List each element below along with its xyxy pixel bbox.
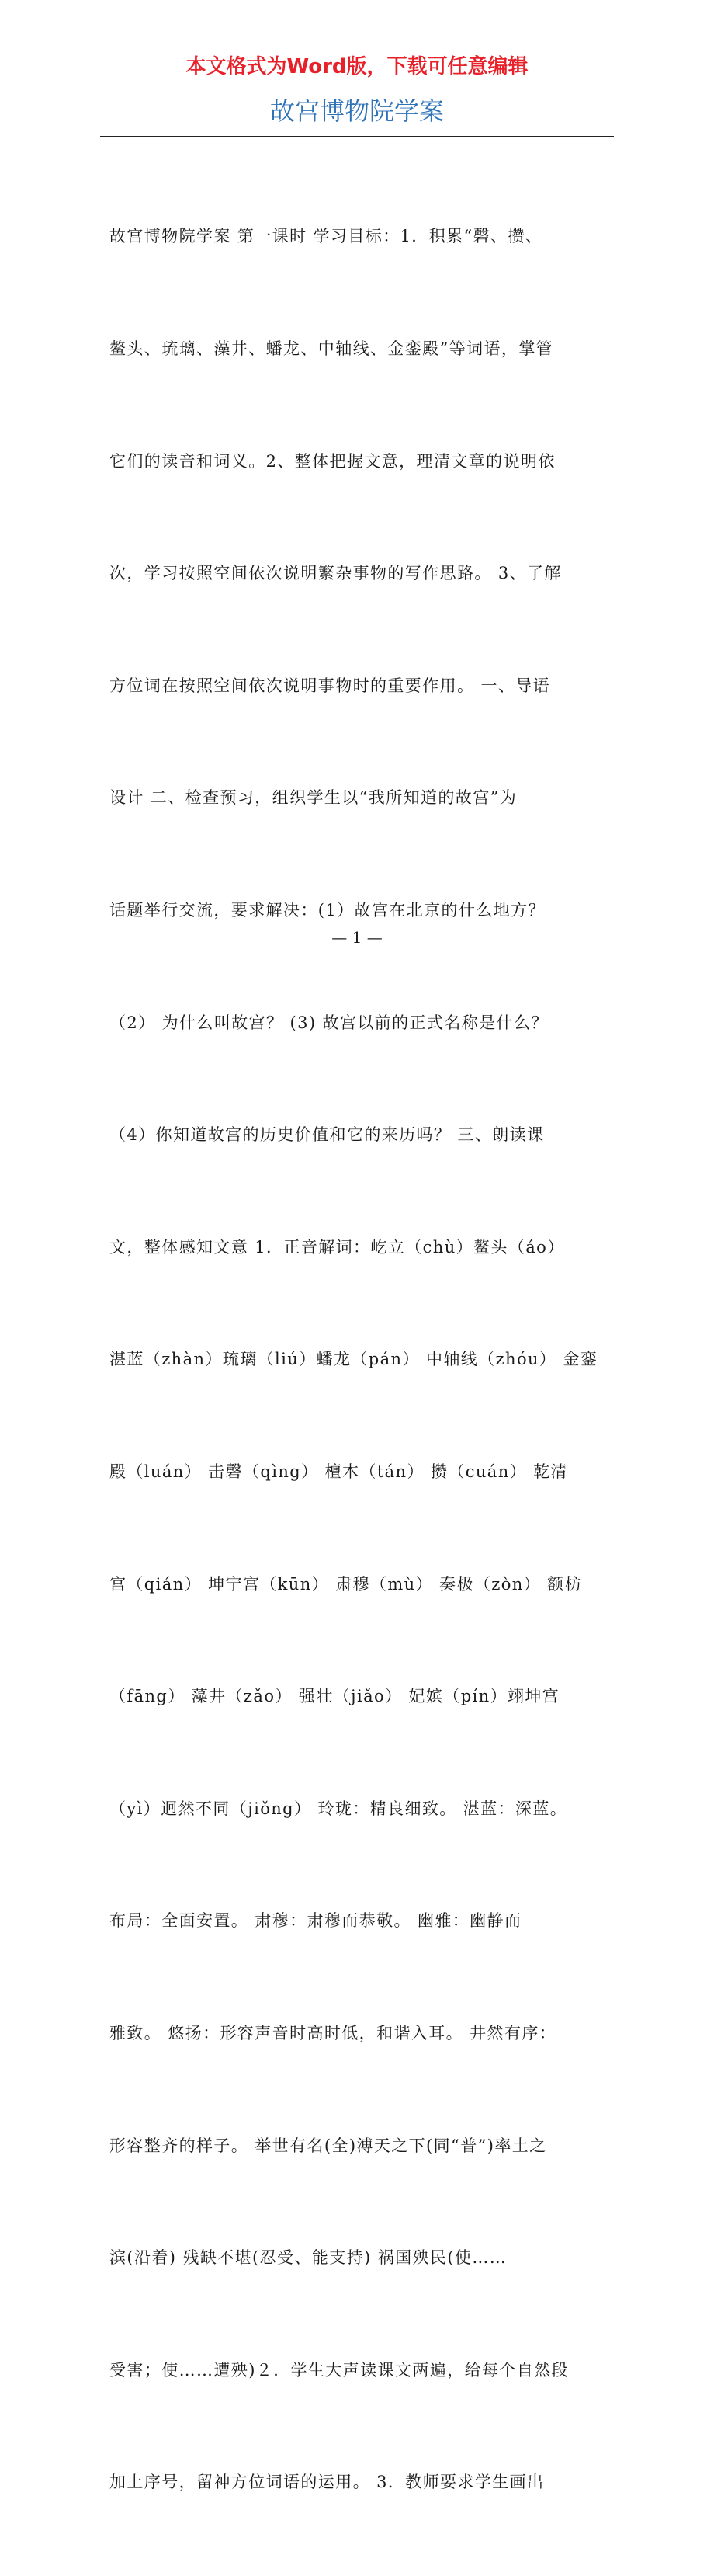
body-line: 次，学习按照空间依次说明繁杂事物的写作思路。 3、了解 (109, 564, 562, 583)
document-body (109, 143, 612, 2576)
body-line: 湛蓝（zhàn）琉璃（liú）蟠龙（pán） 中轴线（zhóu） 金銮 (109, 1350, 598, 1369)
page-number: — 1 — (331, 928, 383, 947)
body-line: 形容整齐的样子。 举世有名(全)溥天之下(同“普”)率土之 (109, 2136, 547, 2155)
body-line: 宫（qián） 坤宁宫（kūn） 肃穆（mù） 奏极（zòn） 额枋 (109, 1574, 582, 1594)
body-line: 方位词在按照空间依次说明事物时的重要作用。 一、导语 (109, 676, 551, 695)
body-line: （4）你知道故宫的历史价值和它的来历吗？ 三、朗读课 (109, 1125, 545, 1145)
body-line: 鳌头、琉璃、藻井、蟠龙、中轴线、金銮殿”等词语，掌管 (109, 339, 554, 358)
title-divider (100, 136, 614, 137)
body-line: 文，整体感知文意 1．正音解词：屹立（chù）鳌头（áo） (109, 1237, 565, 1257)
body-line: 故宫博物院学案 第一课时 学习目标：1．积累“磬、攒、 (109, 227, 543, 246)
body-line: 加上序号，留神方位词语的运用。 3．教师要求学生画出 (109, 2473, 545, 2492)
body-line: 话题举行交流，要求解决：(1）故宫在北京的什么地方？ (109, 900, 546, 920)
body-line: （yì）迥然不同（jiǒng） 玲珑：精良细致。 湛蓝：深蓝。 (109, 1799, 568, 1818)
body-line: 殿（luán） 击磬（qìng） 檀木（tán） 攒（cuán） 乾清 (109, 1462, 568, 1481)
document-title: 故宫博物院学案 (269, 96, 444, 126)
body-line: 布局：全面安置。 肃穆：肃穆而恭敬。 幽雅：幽静而 (109, 1911, 522, 1931)
body-line: （2） 为什么叫故宫？ (3) 故宫以前的正式名称是什么？ (109, 1013, 549, 1032)
body-line: 它们的读音和词义。2、整体把握文意，理清文章的说明依 (109, 451, 556, 471)
body-line: （fāng） 藻井（zǎo） 强壮（jiǎo） 妃嫔（pín）翊坤宫 (109, 1687, 560, 1706)
body-line: 滨(沿着) 残缺不堪(忍受、能支持) 祸国殃民(使…… (109, 2248, 508, 2268)
download-banner: 本文格式为Word版，下载可任意编辑 (185, 55, 529, 78)
body-line: 受害；使……遭殃)２．学生大声读课文两遍，给每个自然段 (109, 2360, 569, 2380)
body-line: 设计 二、检查预习，组织学生以“我所知道的故宫”为 (109, 788, 518, 808)
body-line: 雅致。 悠扬：形容声音时高时低，和谐入耳。 井然有序： (109, 2023, 557, 2042)
